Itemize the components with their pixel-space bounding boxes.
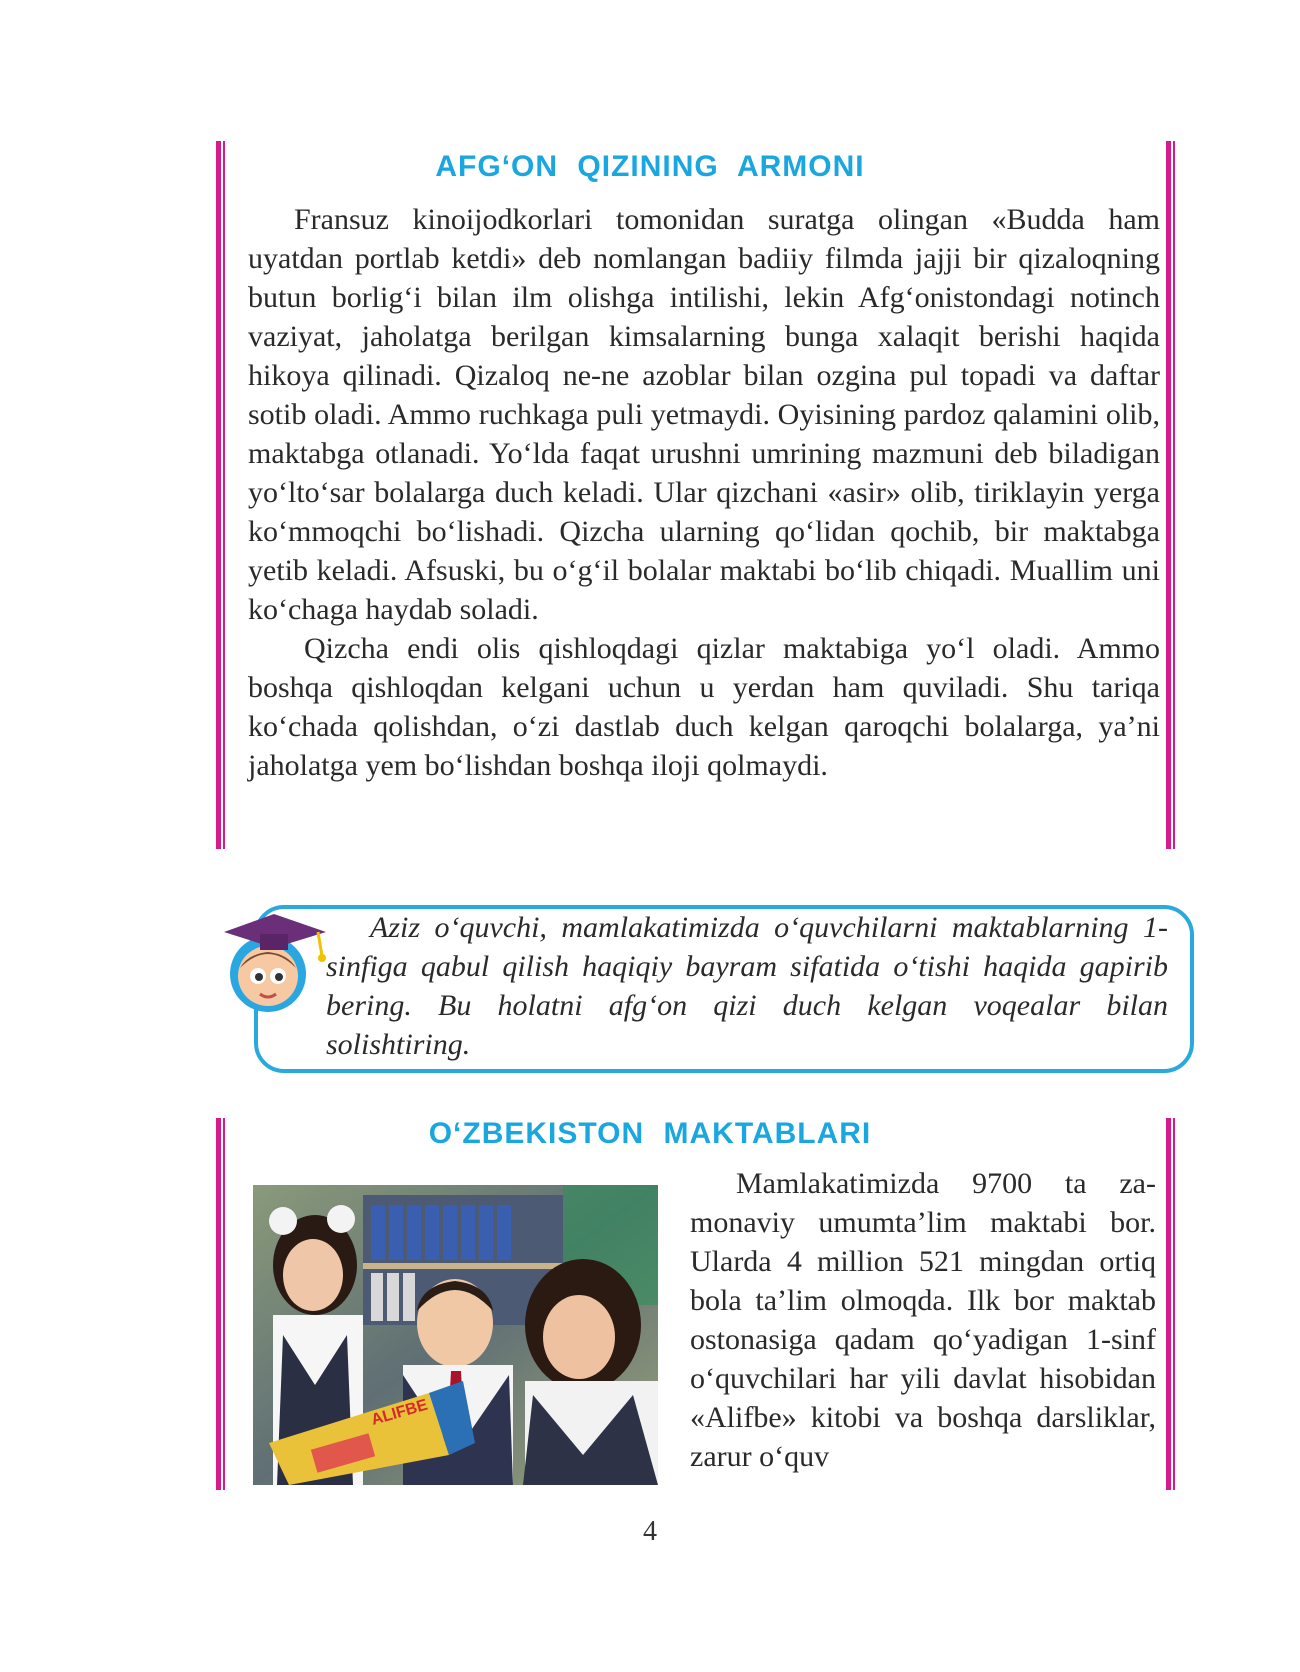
paragraph: Mamlakatimizda 9700 ta zamonaviy umumta’lim maktabi bor. Ularda 4 million 521 mingdan ortiq bola ta’lim olmoqda. Ilk bor maktab ostonasiga qadam qo‘yadigan 1-sinf o‘quvchilari har yili davlat hisobidan «Alifbe» kitobi va boshqa darsliklar, zarur o‘quv [690, 1167, 1156, 1473]
left-decorative-bar [216, 1118, 226, 1490]
section-title: AFG‘ON QIZINING ARMONI [435, 150, 865, 183]
section-body [248, 200, 1160, 785]
right-decorative-bar [1166, 1118, 1176, 1490]
callout-paragraph: Aziz o‘quvchi, mamlakatimizda o‘quvchilarni maktablarning 1-sinfiga qabul qilish haqiqiy bayram sifatida o‘tishi haqida gapirib bering. Bu holatni afg‘on qizi duch kelgan voqealar bilan solishtiring. [326, 911, 1168, 1061]
left-decorative-bar [216, 141, 226, 849]
paragraph: Fransuz kinoijodkorlari tomonidan suratga olingan «Budda ham uyatdan portlab ketdi» deb nomlangan badiiy filmda jajji bir qizaloqning butun borlig‘i bilan ilm olishga intilishi, lekin Afg‘onistondagi notinch vaziyat, jaholatga berilgan kimsalarning bunga xalaqit berishi haqida hikoya qilinadi. Qizaloq ne-ne azoblar bilan ozgina pul topadi va daftar sotib oladi. Ammo ruchkaga puli yetmaydi. Oyisining pardoz qalamini olib, maktabga otlanadi. Yo‘lda faqat urushni umrining mazmuni deb biladigan yo‘lto‘sar bolalarga duch keladi. Ular qizchani «asir» olib, tiriklayin yerga ko‘mmoqchi bo‘lishadi. Qizcha ularning qo‘lidan qochib, bir maktabga yetib keladi. Afsuski, bu o‘g‘il bolalar maktabi bo‘lib chiqadi. Muallim uni ko‘chaga haydab soladi. [248, 203, 1160, 626]
section-body [690, 1164, 1156, 1476]
paragraph: Qizcha endi olis qishloqdagi qizlar maktabiga yo‘l oladi. Ammo boshqa qishloqdan kelgani uchun u yerdan ham quviladi. Shu tariqa ko‘chada qolishdan, o‘zi dastlab duch kelgan qaroqchi bolalarga, ya’ni jaholatga yem bo‘lishdan boshqa iloji qolmaydi. [248, 632, 1160, 782]
book-title: ALIFBE [369, 1396, 430, 1429]
right-decorative-bar [1166, 141, 1176, 849]
student-mascot-icon [222, 910, 332, 1015]
children-reading-photo [253, 1185, 658, 1485]
question-callout-text [326, 908, 1168, 1064]
section-title: O‘ZBEKISTON MAKTABLARI [428, 1117, 872, 1150]
page-number: 4 [643, 1516, 657, 1547]
